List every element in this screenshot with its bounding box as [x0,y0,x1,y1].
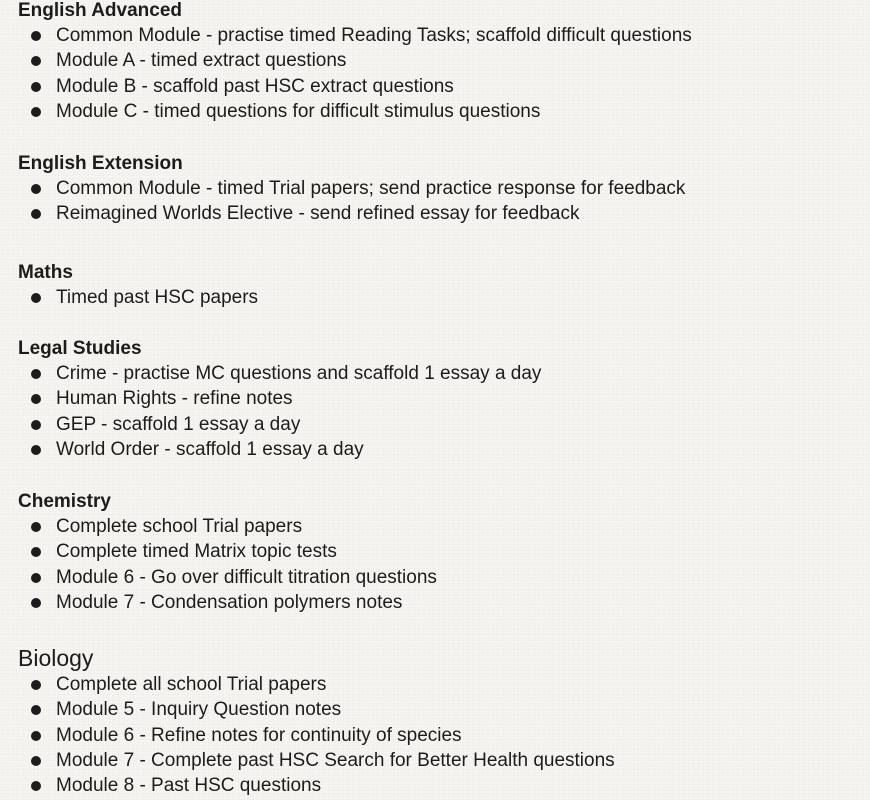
list-item: GEP - scaffold 1 essay a day [31,412,541,437]
section-biology [18,644,615,798]
bullet-list [18,285,258,310]
list-item: Complete timed Matrix topic tests [31,539,437,564]
list-item: Module 6 - Refine notes for continuity of species [31,723,615,748]
list-item: Reimagined Worlds Elective - send refined essay for feedback [31,201,685,226]
section-heading: Biology [18,645,94,671]
section-heading: English Advanced [18,0,182,21]
list-item: Complete all school Trial papers [31,672,615,697]
list-item: Module C - timed questions for difficult stimulus questions [31,99,692,124]
section-chemistry [18,490,437,615]
list-item: Module 7 - Complete past HSC Search for Better Health questions [31,748,615,773]
list-item: Crime - practise MC questions and scaffold 1 essay a day [31,361,541,386]
section-english-advanced [18,0,692,124]
section-heading: Maths [18,262,73,283]
bullet-list [18,514,437,615]
list-item: Common Module - timed Trial papers; send practice response for feedback [31,176,685,201]
section-maths [18,261,258,310]
list-item: Module 8 - Past HSC questions [31,773,615,798]
section-heading: English Extension [18,153,183,174]
section-heading: Legal Studies [18,338,142,359]
list-item: Human Rights - refine notes [31,386,541,411]
list-item: Module A - timed extract questions [31,48,692,73]
section-legal-studies [18,337,541,462]
section-english-extension [18,152,685,227]
list-item: Module B - scaffold past HSC extract questions [31,74,692,99]
list-item: Complete school Trial papers [31,514,437,539]
bullet-list [18,23,692,124]
list-item: World Order - scaffold 1 essay a day [31,437,541,462]
bullet-list [18,176,685,227]
section-heading: Chemistry [18,491,111,512]
list-item: Timed past HSC papers [31,285,258,310]
list-item: Module 5 - Inquiry Question notes [31,697,615,722]
list-item: Module 7 - Condensation polymers notes [31,590,437,615]
bullet-list [18,672,615,798]
list-item: Common Module - practise timed Reading Tasks; scaffold difficult questions [31,23,692,48]
list-item: Module 6 - Go over difficult titration questions [31,565,437,590]
bullet-list [18,361,541,462]
